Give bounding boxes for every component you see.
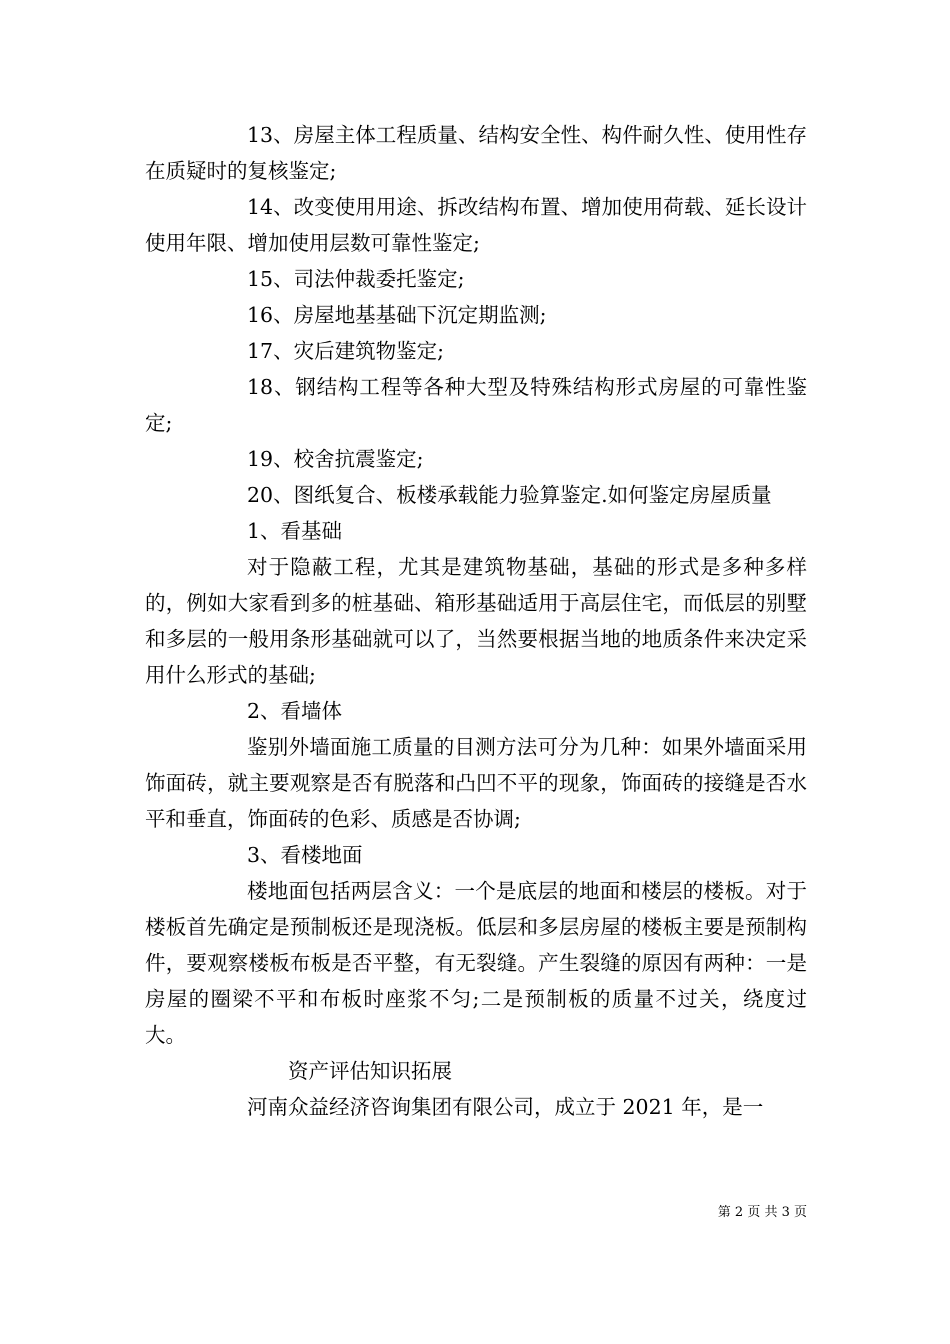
paragraph-foundation: 对于隐蔽工程，尤其是建筑物基础，基础的形式是多种多样的，例如大家看到多的桩基础、箱形基础适用于高层住宅，而低层的别墅和多层的一般用条形基础就可以了，当然要根据当地的地质条件来决定采用什么形式的基础; (145, 555, 807, 687)
paragraph-floor: 楼地面包括两层含义：一个是底层的地面和楼层的楼板。对于楼板首先确定是预制板还是现浇板。低层和多层房屋的楼板主要是预制构件，要观察楼板布板是否平整，有无裂缝。产生裂缝的原因有两种：一是房屋的圈梁不平和布板时座浆不匀;二是预制板的质量不过关，绕度过大。 (145, 879, 807, 1047)
page-number: 第 2 页 共 3 页 (717, 1205, 807, 1220)
section-title: 资产评估知识拓展 (288, 1059, 452, 1083)
company-intro: 河南众益经济咨询集团有限公司，成立于 2021 年，是一 (247, 1095, 764, 1119)
document-body (145, 117, 807, 1125)
paragraph-item-18: 18、钢结构工程等各种大型及特殊结构形式房屋的可靠性鉴定; (145, 375, 807, 435)
paragraph-item-14: 14、改变使用用途、拆改结构布置、增加使用荷载、延长设计使用年限、增加使用层数可靠性鉴定; (145, 195, 807, 255)
paragraph-item-15: 15、司法仲裁委托鉴定; (247, 267, 465, 291)
paragraph-wall: 鉴别外墙面施工质量的目测方法可分为几种：如果外墙面采用饰面砖，就主要观察是否有脱落和凸凹不平的现象，饰面砖的接缝是否水平和垂直，饰面砖的色彩、质感是否协调; (145, 735, 807, 831)
paragraph-item-19: 19、校舍抗震鉴定; (247, 447, 424, 471)
heading-wall: 2、看墙体 (247, 699, 343, 723)
heading-floor: 3、看楼地面 (247, 843, 363, 867)
heading-foundation: 1、看基础 (247, 519, 343, 543)
paragraph-item-16: 16、房屋地基基础下沉定期监测; (247, 303, 547, 327)
paragraph-item-17: 17、灾后建筑物鉴定; (247, 339, 444, 363)
paragraph-item-13: 13、房屋主体工程质量、结构安全性、构件耐久性、使用性存在质疑时的复核鉴定; (145, 123, 807, 183)
paragraph-item-20: 20、图纸复合、板楼承载能力验算鉴定.如何鉴定房屋质量 (247, 483, 772, 507)
